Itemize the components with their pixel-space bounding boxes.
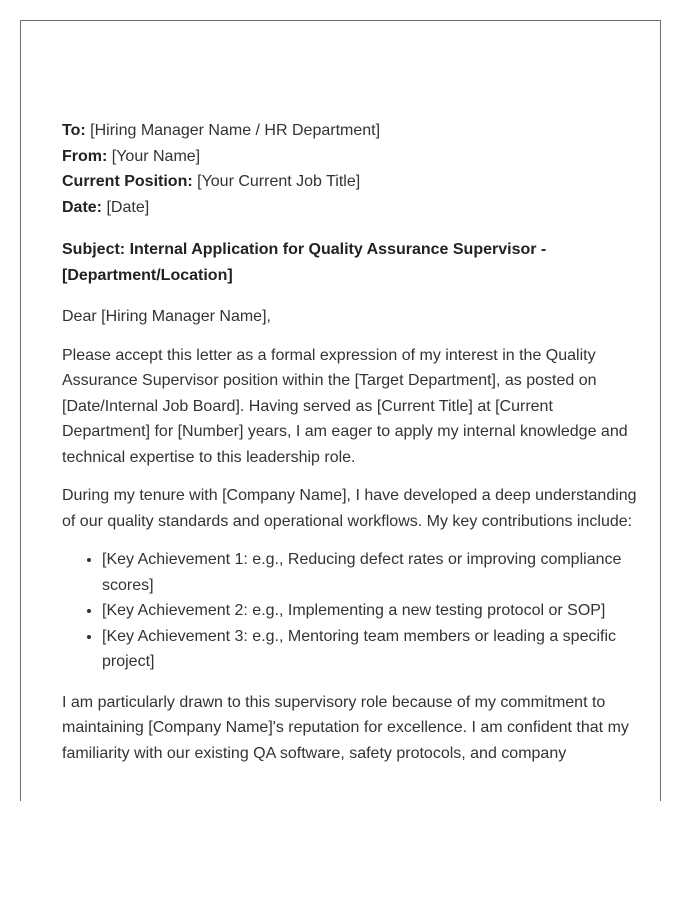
position-value: [Your Current Job Title] <box>197 173 361 190</box>
date-line <box>62 195 637 221</box>
to-label: To: <box>62 122 86 139</box>
date-value: [Date] <box>106 198 150 216</box>
letter-header <box>62 118 637 220</box>
to-line <box>62 118 637 144</box>
letter-body <box>62 118 637 779</box>
subject-line: Subject: Internal Application for Quality Assurance Supervisor - [Department/Location] <box>62 241 547 284</box>
achievement-item: • [Key Achievement 1: e.g., Reducing defect rates or improving compliance scores] <box>102 547 637 598</box>
date-label: Date: <box>62 198 103 216</box>
position-label: Current Position: <box>62 173 193 190</box>
from-value: [Your Name] <box>111 147 201 165</box>
position-line <box>62 169 637 195</box>
achievement-item: • [Key Achievement 3: e.g., Mentoring team members or leading a specific project] <box>102 624 637 675</box>
from-line <box>62 144 637 170</box>
from-label: From: <box>62 147 108 165</box>
achievements-list <box>62 547 637 675</box>
body-paragraph-1: Please accept this letter as a formal expression of my interest in the Quality Assurance Supervisor position within the [Target Department], as posted on [Date/Internal Job Board]. Having served as [Current Title] at [Current Department] for [Number] years, I am eager to apply my internal knowledge and technical expertise to this leadership role. <box>62 346 628 466</box>
letter-page <box>20 20 661 801</box>
body-paragraph-3: I am particularly drawn to this supervisory role because of my commitment to maintaining [Company Name]'s reputation for excellence. I am confident that my familiarity with our existing QA software, safety protocols, and company <box>62 693 629 762</box>
body-paragraph-2: During my tenure with [Company Name], I have developed a deep understanding of our quality standards and operational workflows. My key contributions include: <box>62 487 637 530</box>
to-value: [Hiring Manager Name / HR Department] <box>90 122 381 139</box>
achievement-item: • [Key Achievement 2: e.g., Implementing a new testing protocol or SOP] <box>102 598 637 624</box>
salutation: Dear [Hiring Manager Name], <box>62 308 271 325</box>
